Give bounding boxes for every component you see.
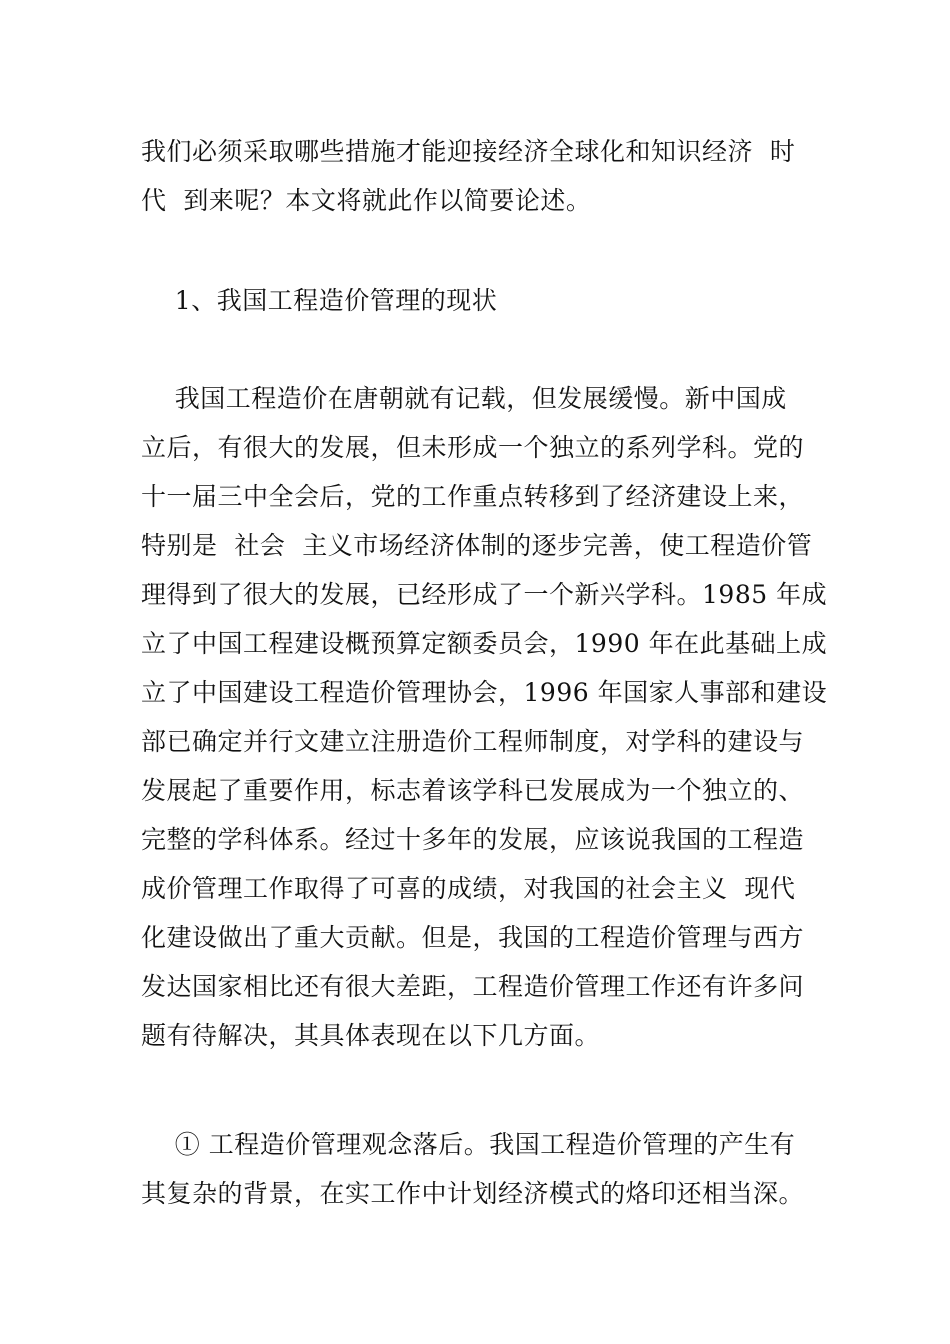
paragraph-line-10: 完整的学科体系。经过十多年的发展，应该说我国的工程造: [141, 825, 805, 854]
intro-paragraph: [141, 135, 811, 217]
section-heading-block: [141, 284, 811, 317]
paragraph-line-5: 理得到了很大的发展，已经形成了一个新兴学科。1985 年成: [141, 580, 828, 609]
paragraph-line-7: 立了中国建设工程造价管理协会，1996 年国家人事部和建设: [141, 678, 828, 707]
intro-line-1: 我们必须采取哪些措施才能迎接经济全球化和知识经济 时: [141, 137, 796, 166]
point-line-1: ① 工程造价管理观念落后。我国工程造价管理的产生有: [141, 1130, 796, 1159]
paragraph-line-6: 立了中国工程建设概预算定额委员会，1990 年在此基础上成: [141, 629, 828, 658]
paragraph-line-2: 立后，有很大的发展，但未形成一个独立的系列学科。党的: [141, 433, 805, 462]
intro-line-2: 代 到来呢？本文将就此作以简要论述。: [141, 186, 592, 215]
paragraph-line-3: 十一届三中全会后，党的工作重点转移到了经济建设上来，: [141, 482, 805, 511]
paragraph-line-13: 发达国家相比还有很大差距，工程造价管理工作还有许多问: [141, 972, 805, 1001]
paragraph-line-9: 发展起了重要作用，标志着该学科已发展成为一个独立的、: [141, 776, 805, 805]
paragraph-line-4: 特别是 社会 主义市场经济体制的逐步完善，使工程造价管: [141, 531, 813, 560]
body-paragraph: [141, 382, 828, 1052]
paragraph-line-11: 成价管理工作取得了可喜的成绩，对我国的社会主义 现代: [141, 874, 796, 903]
point-line-2: 其复杂的背景，在实工作中计划经济模式的烙印还相当深。: [141, 1179, 805, 1208]
paragraph-line-14: 题有待解决，其具体表现在以下几方面。: [141, 1021, 601, 1050]
section-heading: 1、我国工程造价管理的现状: [141, 286, 498, 315]
paragraph-line-8: 部已确定并行文建立注册造价工程师制度，对学科的建设与: [141, 727, 805, 756]
paragraph-line-12: 化建设做出了重大贡献。但是，我国的工程造价管理与西方: [141, 923, 805, 952]
paragraph-line-1: 我国工程造价在唐朝就有记载，但发展缓慢。新中国成: [141, 384, 787, 413]
point-paragraph: [141, 1128, 811, 1210]
